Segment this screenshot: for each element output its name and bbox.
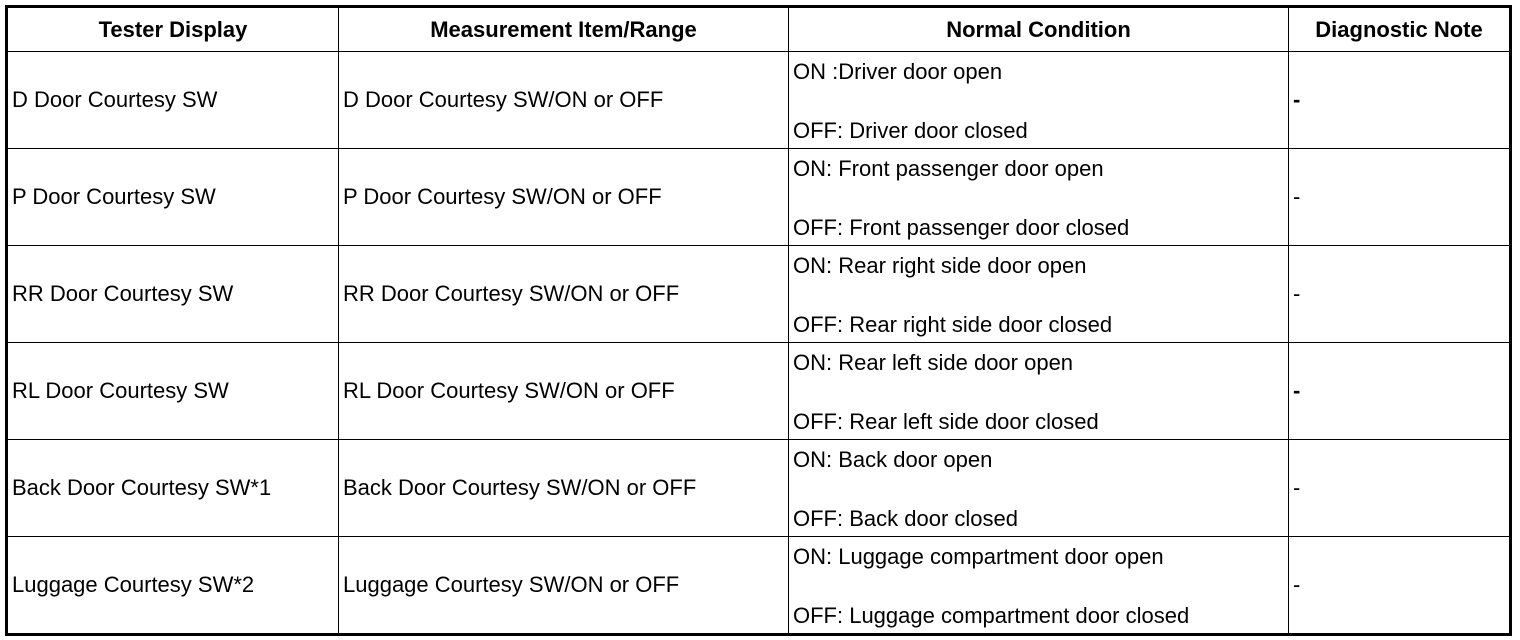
table-row [7,52,1511,149]
header-measurement-item: Measurement Item/Range [339,7,789,52]
condition-on: ON: Rear left side door open [793,350,1074,375]
condition-cell [789,52,1289,149]
condition-on: ON :Driver door open [793,59,1003,84]
tester-display-cell: RR Door Courtesy SW [7,246,339,343]
header-tester-display: Tester Display [7,7,339,52]
measurement-cell: Back Door Courtesy SW/ON or OFF [339,440,789,537]
note-cell: - [1289,343,1511,440]
condition-cell [789,343,1289,440]
measurement-cell: P Door Courtesy SW/ON or OFF [339,149,789,246]
condition-on: ON: Front passenger door open [793,156,1104,181]
measurement-cell: RR Door Courtesy SW/ON or OFF [339,246,789,343]
header-normal-condition: Normal Condition [789,7,1289,52]
tester-display-cell: D Door Courtesy SW [7,52,339,149]
condition-on: ON: Rear right side door open [793,253,1087,278]
tester-display-cell: RL Door Courtesy SW [7,343,339,440]
condition-off: OFF: Driver door closed [793,118,1028,143]
table-row [7,343,1511,440]
note-cell: - [1289,52,1511,149]
measurement-cell: RL Door Courtesy SW/ON or OFF [339,343,789,440]
header-diagnostic-note: Diagnostic Note [1289,7,1511,52]
table-row [7,149,1511,246]
condition-cell [789,537,1289,635]
condition-cell [789,440,1289,537]
condition-cell [789,149,1289,246]
condition-off: OFF: Luggage compartment door closed [793,603,1190,628]
tester-display-cell: Luggage Courtesy SW*2 [7,537,339,635]
measurement-cell: D Door Courtesy SW/ON or OFF [339,52,789,149]
note-cell: - [1289,149,1511,246]
tester-display-cell: P Door Courtesy SW [7,149,339,246]
condition-on: ON: Back door open [793,447,993,472]
table-row [7,440,1511,537]
note-cell: - [1289,440,1511,537]
condition-cell [789,246,1289,343]
header-row [7,7,1511,52]
table-body [7,52,1511,635]
table-row [7,246,1511,343]
data-table [5,5,1512,636]
condition-off: OFF: Front passenger door closed [793,215,1130,240]
condition-off: OFF: Rear left side door closed [793,409,1099,434]
note-cell: - [1289,537,1511,635]
condition-off: OFF: Rear right side door closed [793,312,1113,337]
measurement-cell: Luggage Courtesy SW/ON or OFF [339,537,789,635]
table-row [7,537,1511,635]
condition-on: ON: Luggage compartment door open [793,544,1164,569]
table-header [7,7,1511,52]
condition-off: OFF: Back door closed [793,506,1018,531]
note-cell: - [1289,246,1511,343]
tester-display-cell: Back Door Courtesy SW*1 [7,440,339,537]
